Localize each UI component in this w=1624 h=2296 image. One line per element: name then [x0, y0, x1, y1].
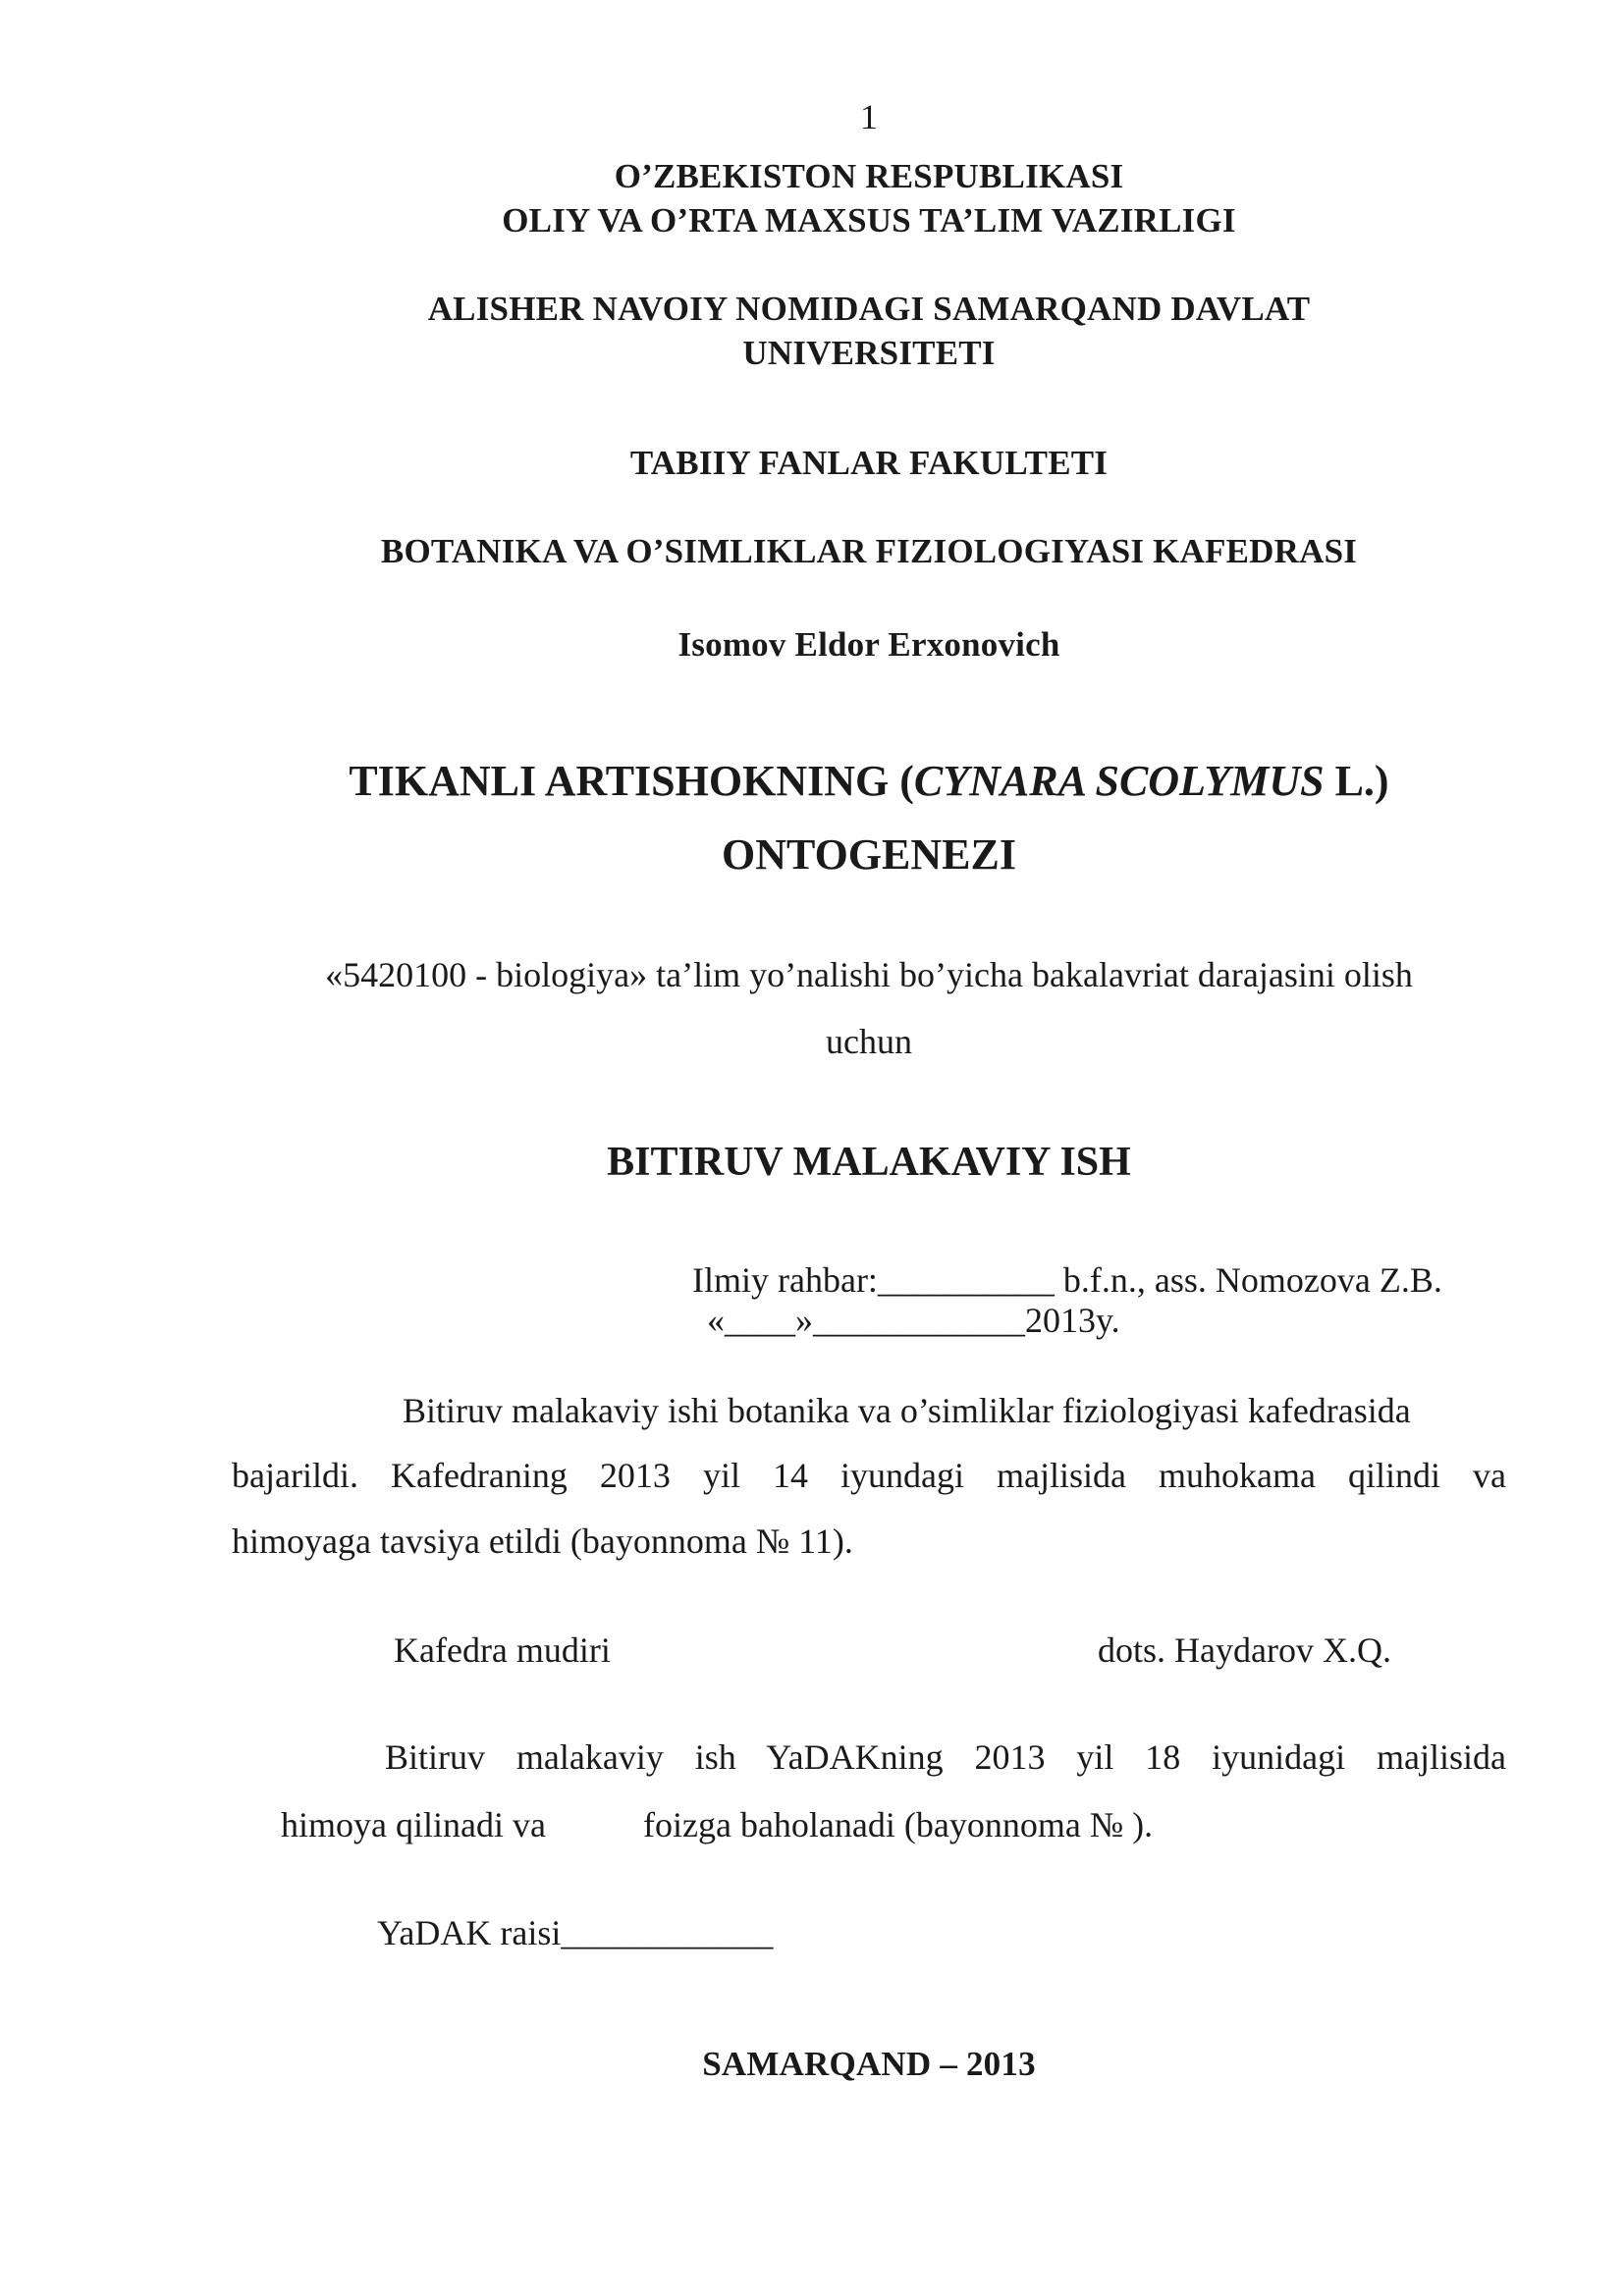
university-line-1: ALISHER NAVOIY NOMIDAGI SAMARQAND DAVLAT — [427, 290, 1311, 328]
title-part-2: L.) — [1324, 757, 1389, 805]
paragraph2-line-1: Bitiruv malakaviy ish YaDAKning 2013 yil 18 iyunidagi majlisida — [385, 1737, 1506, 1777]
thesis-title-line-2: ONTOGENEZI — [722, 830, 1016, 879]
city-year-footer: SAMARQAND – 2013 — [702, 2045, 1036, 2083]
head-of-department-name: dots. Haydarov X.Q. — [1098, 1630, 1391, 1670]
ministry-line-2: OLIY VA O’RTA MAXSUS TA’LIM VAZIRLIGI — [502, 201, 1236, 240]
latin-species-name: CYNARA SCOLYMUS — [913, 757, 1325, 805]
author-name: Isomov Eldor Erxonovich — [677, 625, 1060, 664]
supervisor-date-line: «____»____________2013y. — [707, 1301, 1120, 1340]
paragraph1-line-2: bajarildi. Kafedraning 2013 yil 14 iyundagi majlisida muhokama qilindi va — [232, 1456, 1506, 1495]
supervisor-line-1: Ilmiy rahbar:__________ b.f.n., ass. Nomozova Z.B. — [692, 1260, 1442, 1300]
paragraph2-line-2a: himoya qilinadi va — [281, 1805, 546, 1844]
degree-line-2: uchun — [826, 1022, 912, 1061]
head-of-department-label: Kafedra mudiri — [394, 1630, 611, 1670]
thesis-title-line-1 — [0, 756, 1624, 806]
university-line-2: UNIVERSITETI — [742, 334, 996, 372]
paragraph1-line-3: himoyaga tavsiya etildi (bayonnoma № 11). — [232, 1522, 853, 1561]
page-number: 1 — [860, 97, 878, 136]
commission-chair-signature: YaDAK raisi____________ — [377, 1913, 774, 1952]
paragraph2-line-2b: foizga baholanadi (bayonnoma № ). — [643, 1805, 1154, 1844]
paragraph1-line-1: Bitiruv malakaviy ishi botanika va o’simliklar fiziologiyasi kafedrasida — [403, 1391, 1411, 1430]
department-name: BOTANIKA VA O’SIMLIKLAR FIZIOLOGIYASI KAFEDRASI — [380, 532, 1358, 570]
work-type: BITIRUV MALAKAVIY ISH — [607, 1140, 1131, 1185]
title-part-1: TIKANLI ARTISHOKNING ( — [349, 757, 914, 805]
ministry-line-1: O’ZBEKISTON RESPUBLIKASI — [614, 157, 1124, 195]
faculty-name: TABIIY FANLAR FAKULTETI — [629, 444, 1109, 482]
degree-line-1: «5420100 - biologiya» ta’lim yo’nalishi bo’yicha bakalavriat darajasini olish — [325, 955, 1413, 994]
